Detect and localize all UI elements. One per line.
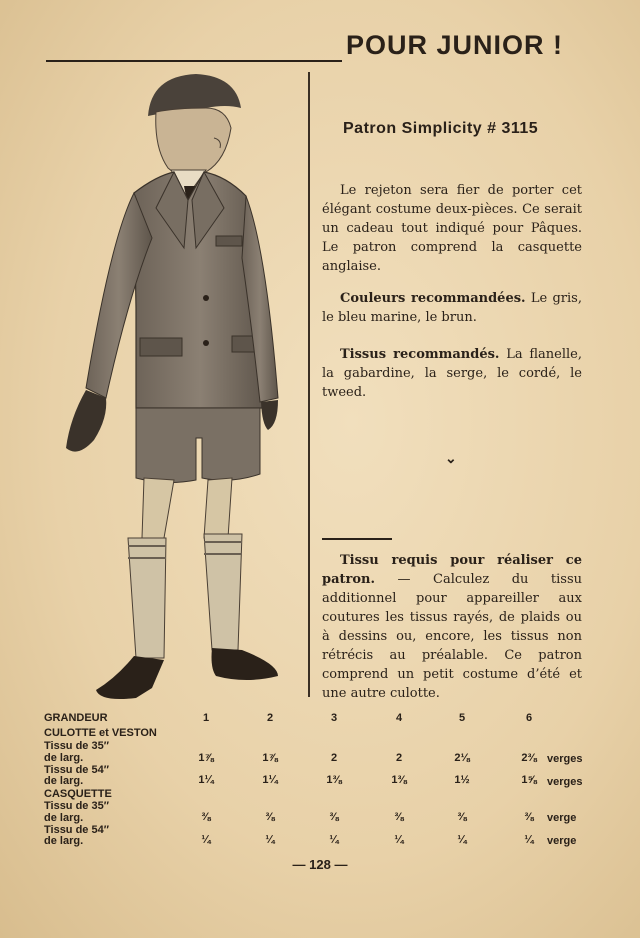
chevron-down-icon: ⌄: [445, 450, 457, 466]
section-rule: [322, 538, 392, 540]
table-cell: 1⅝: [521, 774, 537, 786]
table-cell: ⅜: [329, 811, 339, 823]
table-cell: 1⅞: [198, 752, 214, 764]
fabrics-label: Tissus recommandés.: [340, 347, 500, 362]
colors-text: Le gris, le bleu marine, le brun.: [322, 291, 582, 325]
table-cell: ¼: [524, 834, 534, 846]
unit-label: verges: [547, 753, 583, 765]
colors-label: Couleurs recommandées.: [340, 291, 526, 306]
table-cell: 1⅜: [326, 774, 342, 786]
table-cell: ⅜: [201, 811, 211, 823]
table-cell: ¼: [394, 834, 404, 846]
table-cell: ⅜: [394, 811, 404, 823]
yardage-table: [44, 712, 604, 852]
row-label-line2: de larg.: [44, 752, 84, 764]
table-cell: 1¼: [198, 774, 214, 786]
row-label-line1: Tissu de 35″: [44, 800, 109, 812]
row-label-line2: de larg.: [44, 835, 84, 847]
table-cell: 1⅜: [391, 774, 407, 786]
table-cell: 1½: [454, 774, 470, 786]
unit-label: verge: [547, 812, 577, 824]
colors-paragraph: [322, 289, 582, 327]
table-cell: 1¼: [262, 774, 278, 786]
page-title: POUR JUNIOR !: [346, 30, 564, 60]
row-label-line1: Tissu de 54″: [44, 764, 109, 776]
fabrics-paragraph: [322, 345, 582, 402]
table-cell: ¼: [329, 834, 339, 846]
row-label-line2: de larg.: [44, 812, 84, 824]
table-cell: ¼: [265, 834, 275, 846]
size-label: GRANDEUR: [44, 712, 108, 724]
table-cell: ⅜: [524, 811, 534, 823]
section-title: CULOTTE et VESTON: [44, 727, 157, 739]
header-rule: [46, 60, 342, 62]
page-number: — 128 —: [292, 857, 348, 872]
description-paragraph: Le rejeton sera fier de porter cet élégant costume deux-pièces. Ce serait un cadeau tout indiqué pour Pâques. Le patron comprend la casquette anglaise.: [322, 183, 582, 274]
boy-in-suit-illustration: [56, 68, 296, 708]
table-cell: ¼: [457, 834, 467, 846]
size-header: 2: [266, 712, 274, 724]
row-label-line2: de larg.: [44, 775, 84, 787]
table-cell: ¼: [201, 834, 211, 846]
table-cell: 2⅜: [521, 752, 537, 764]
row-label-line1: Tissu de 35″: [44, 740, 109, 752]
size-header: 3: [330, 712, 338, 724]
size-header: 4: [395, 712, 403, 724]
row-label-line1: Tissu de 54″: [44, 824, 109, 836]
table-cell: ⅜: [265, 811, 275, 823]
pattern-title: Patron Simplicity # 3115: [343, 120, 539, 137]
column-divider: [308, 72, 310, 697]
requirement-text: — Calculez du tissu additionnel pour appareiller aux coutures les tissus rayés, de plaids ou à dessins ou, encore, les tissus non rétrécis au préalable. Ce patron comprend un petit costume d’été et une autre culotte.: [322, 572, 582, 701]
requirement-paragraph: [322, 551, 582, 703]
table-cell: ⅜: [457, 811, 467, 823]
table-cell: 2⅛: [454, 752, 470, 764]
size-header: 6: [525, 712, 533, 724]
size-header: 5: [458, 712, 466, 724]
size-header: 1: [202, 712, 210, 724]
table-cell: 1⅞: [262, 752, 278, 764]
requirement-label: Tissu requis pour réaliser ce patron.: [322, 553, 582, 587]
section-title: CASQUETTE: [44, 788, 112, 800]
table-cell: 2: [395, 752, 403, 764]
unit-label: verges: [547, 776, 583, 788]
unit-label: verge: [547, 835, 577, 847]
fabrics-text: La flanelle, la gabardine, la serge, le cordé, le tweed.: [322, 347, 582, 400]
table-cell: 2: [330, 752, 338, 764]
